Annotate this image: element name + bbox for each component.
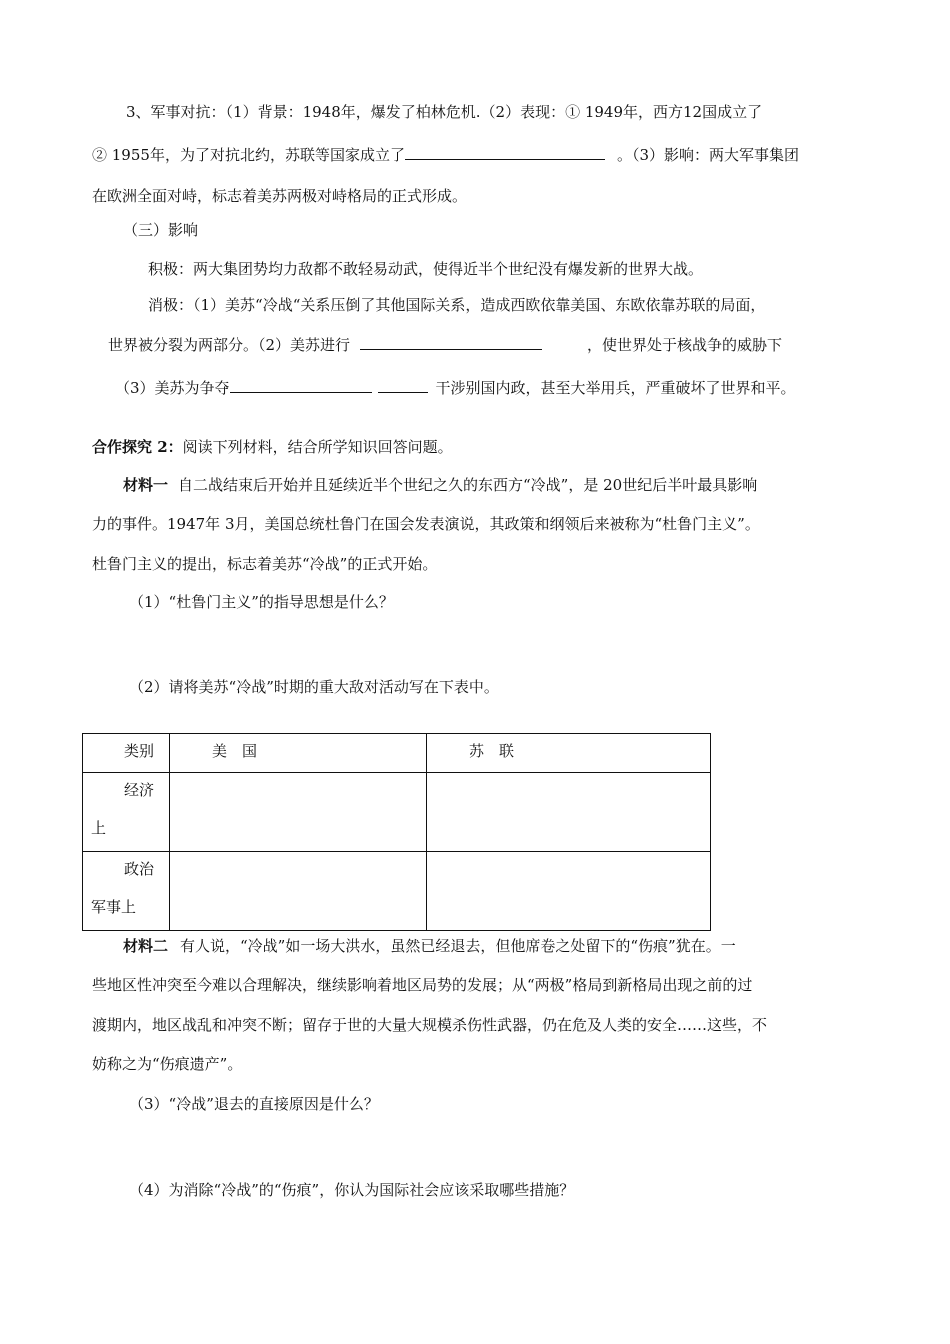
material-one-text: 自二战结束后开始并且延续近半个世纪之久的东西方“冷战”，是 20世纪后半叶最具影响 (178, 476, 758, 494)
material-two-text: 有人说，“冷战”如一场大洪水，虽然已经退去，但他席卷之处留下的“伤痕”犹在。一 (180, 937, 736, 955)
text-influence: 。（3）影响：两大军事集团 (616, 146, 799, 164)
cell-political-usa[interactable] (170, 852, 427, 931)
blank-arms-race[interactable] (360, 333, 542, 350)
question-4: （4）为消除“冷战”的“伤痕”，你认为国际社会应该采取哪些措施？ (129, 1181, 575, 1199)
cold-war-table (82, 733, 711, 931)
header-category: 类别 (83, 734, 170, 773)
material-two-label: 材料二 (123, 937, 169, 955)
line-negative: 消极：（1）美苏“冷战“关系压倒了其他国际关系，造成西欧依靠美国、东欧依靠苏联的局面， (148, 296, 766, 314)
material-one-label: 材料一 (123, 476, 169, 494)
blank-hegemony-1[interactable] (230, 376, 372, 393)
line-hegemony (115, 376, 796, 399)
coop-label: 合作探究 2： (92, 438, 183, 456)
line-europe: 在欧洲全面对峙，标志着美苏两极对峙格局的正式形成。 (92, 187, 468, 205)
coop-text: 阅读下列材料，结合所学知识回答问题。 (182, 438, 453, 456)
text-nuclear: ，使世界处于核战争的威胁下 (587, 336, 783, 354)
cell-political-ussr[interactable] (427, 852, 711, 931)
line-military: 3、军事对抗：（1）背景：1948年，爆发了柏林危机.（2）表现：① 1949年，西方12国成立了 (126, 103, 763, 121)
row-label-economic: 经济 上 (83, 773, 170, 852)
coop-heading (92, 436, 453, 458)
material-one-line-3: 杜鲁门主义的提出，标志着美苏“冷战”的正式开始。 (92, 555, 438, 573)
blank-hegemony-2[interactable] (378, 376, 428, 393)
material-two-line-2: 些地区性冲突至今难以合理解决，继续影响着地区局势的发展；从“两极”格局到新格局出现之前的过 (92, 976, 753, 994)
text-interference: 干涉别国内政，甚至大举用兵，严重破坏了世界和平。 (435, 379, 796, 397)
material-one-line-2: 力的事件。1947年 3月，美国总统杜鲁门在国会发表演说，其政策和纲领后来被称为“杜鲁门主义”。 (92, 515, 760, 533)
row-label-political: 政治 军事上 (83, 852, 170, 931)
header-usa: 美 国 (170, 734, 427, 773)
material-two-line-3: 渡期内，地区战乱和冲突不断；留存于世的大量大规模杀伤性武器，仍在危及人类的安全……这些，不 (92, 1016, 768, 1034)
header-ussr: 苏 联 (427, 734, 711, 773)
material-one-line-1 (123, 474, 757, 496)
question-1: （1）“杜鲁门主义”的指导思想是什么？ (129, 593, 394, 611)
table-row (83, 773, 711, 852)
line-arms-race (108, 333, 782, 356)
text-hegemony: （3）美苏为争夺 (115, 379, 230, 397)
material-two-line-1 (123, 935, 736, 957)
text-warsaw: ② 1955年，为了对抗北约，苏联等国家成立了 (92, 146, 405, 164)
section-heading-influence: （三）影响 (123, 221, 199, 239)
text-arms-race: 世界被分裂为两部分。（2）美苏进行 (108, 336, 351, 354)
table-row (83, 852, 711, 931)
material-two-line-4: 妨称之为“伤痕遗产”。 (92, 1055, 243, 1073)
line-positive: 积极：两大集团势均力敌都不敢轻易动武，使得近半个世纪没有爆发新的世界大战。 (148, 260, 704, 278)
table-header-row (83, 734, 711, 773)
question-3: （3）“冷战”退去的直接原因是什么？ (129, 1095, 379, 1113)
line-warsaw (92, 143, 799, 166)
cell-economic-ussr[interactable] (427, 773, 711, 852)
cell-economic-usa[interactable] (170, 773, 427, 852)
blank-warsaw-pact[interactable] (405, 143, 605, 160)
question-2: （2）请将美苏“冷战”时期的重大敌对活动写在下表中。 (129, 678, 499, 696)
